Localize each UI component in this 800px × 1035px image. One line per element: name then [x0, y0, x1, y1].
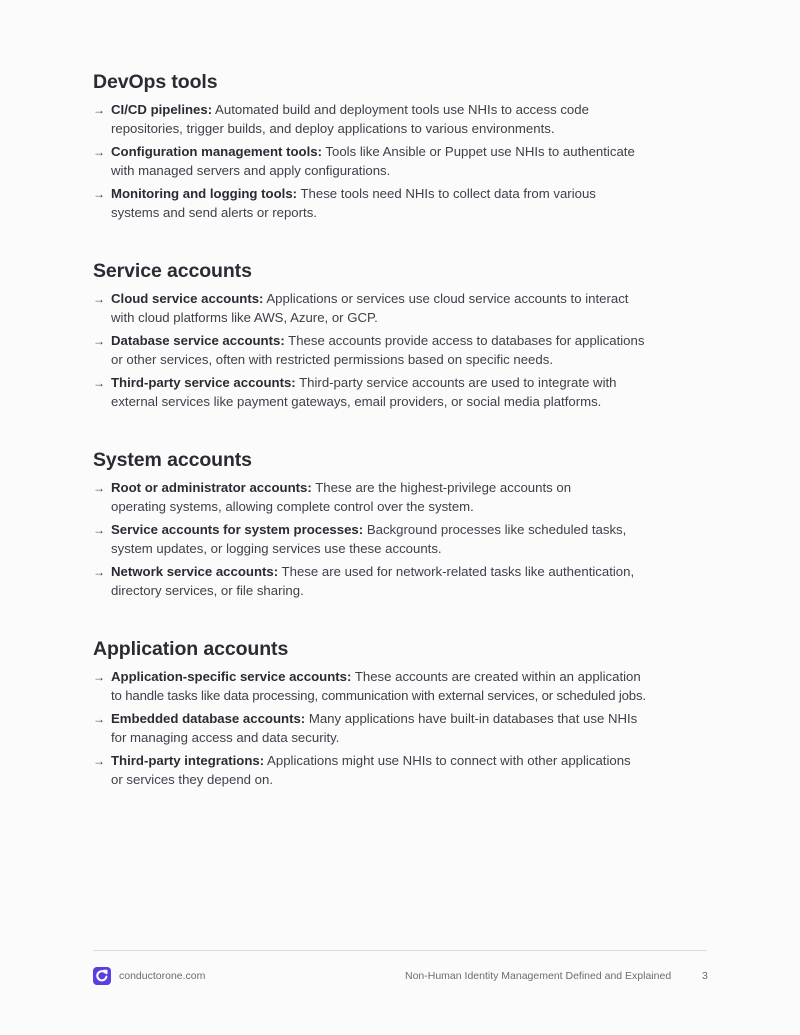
list-item [93, 479, 693, 516]
list-item [93, 752, 713, 789]
arrow-right-icon: → [93, 292, 105, 306]
footer-document-title: Non-Human Identity Management Defined and Explained [405, 970, 672, 982]
arrow-right-icon: → [93, 712, 105, 726]
section-devops-tools [93, 70, 693, 227]
list-item [93, 710, 713, 747]
item-text-continued: system updates, or logging services use these accounts. [111, 540, 442, 556]
item-term: Cloud service accounts: [111, 291, 264, 306]
item-term: Network service accounts: [111, 564, 279, 579]
arrow-right-icon: → [93, 103, 105, 117]
list-item [93, 374, 693, 411]
list-item [93, 563, 693, 600]
item-text-continued: with cloud platforms like AWS, Azure, or GCP. [111, 309, 378, 325]
item-text-continued: to handle tasks like data processing, communication with external services, or scheduled jobs. [111, 687, 646, 703]
section-application-accounts [93, 637, 713, 794]
list-item [93, 143, 693, 180]
item-term: Application-specific service accounts: [111, 669, 352, 684]
item-text-continued: for managing access and data security. [111, 729, 340, 745]
footer-divider [93, 950, 707, 951]
footer-site-link[interactable]: conductorone.com [119, 970, 206, 982]
item-text: Third-party service accounts are used to integrate with [295, 375, 617, 390]
section-heading: Application accounts [93, 638, 289, 660]
item-text: These are the highest-privilege accounts on [311, 480, 572, 495]
item-term: Monitoring and logging tools: [111, 186, 298, 201]
section-system-accounts [93, 448, 693, 605]
list-item [93, 101, 693, 138]
list-item [93, 185, 693, 222]
item-text: These accounts provide access to databases for applications [284, 333, 645, 348]
arrow-right-icon: → [93, 187, 105, 201]
arrow-right-icon: → [93, 145, 105, 159]
section-heading: System accounts [93, 449, 252, 471]
section-service-accounts [93, 259, 693, 416]
item-text: Applications or services use cloud service accounts to interact [263, 291, 629, 306]
item-term: Third-party service accounts: [111, 375, 296, 390]
arrow-right-icon: → [93, 565, 105, 579]
list-item [93, 290, 693, 327]
item-text-continued: or other services, often with restricted permissions based on specific needs. [111, 351, 553, 367]
item-term: Service accounts for system processes: [111, 522, 364, 537]
item-text: Automated build and deployment tools use NHIs to access code [212, 102, 589, 117]
item-term: Embedded database accounts: [111, 711, 306, 726]
item-text: Background processes like scheduled tasks, [363, 522, 627, 537]
arrow-right-icon: → [93, 754, 105, 768]
item-term: Configuration management tools: [111, 144, 322, 159]
section-heading: DevOps tools [93, 71, 218, 93]
arrow-right-icon: → [93, 523, 105, 537]
item-text: Many applications have built-in databases that use NHIs [305, 711, 638, 726]
page-number: 3 [702, 970, 708, 982]
item-text-continued: systems and send alerts or reports. [111, 204, 317, 220]
item-term: CI/CD pipelines: [111, 102, 213, 117]
item-text-continued: directory services, or file sharing. [111, 582, 304, 598]
list-item [93, 668, 713, 705]
item-text: These are used for network-related tasks like authentication, [278, 564, 635, 579]
item-text-continued: with managed servers and apply configurations. [111, 162, 391, 178]
list-item [93, 332, 693, 369]
item-text-continued: external services like payment gateways, email providers, or social media platforms. [111, 393, 602, 409]
section-heading: Service accounts [93, 260, 252, 282]
arrow-right-icon: → [93, 670, 105, 684]
conductorone-logo-icon [93, 967, 111, 985]
item-term: Root or administrator accounts: [111, 480, 312, 495]
item-text: Applications might use NHIs to connect with other applications [264, 753, 631, 768]
list-item [93, 521, 693, 558]
item-text: These tools need NHIs to collect data from various [297, 186, 596, 201]
arrow-right-icon: → [93, 334, 105, 348]
item-text-continued: or services they depend on. [111, 771, 274, 787]
item-text: These accounts are created within an application [351, 669, 641, 684]
arrow-right-icon: → [93, 481, 105, 495]
item-text: Tools like Ansible or Puppet use NHIs to authenticate [322, 144, 635, 159]
item-text-continued: repositories, trigger builds, and deploy applications to various environments. [111, 120, 555, 136]
item-term: Database service accounts: [111, 333, 285, 348]
arrow-right-icon: → [93, 376, 105, 390]
item-text-continued: operating systems, allowing complete control over the system. [111, 498, 474, 514]
item-term: Third-party integrations: [111, 753, 265, 768]
